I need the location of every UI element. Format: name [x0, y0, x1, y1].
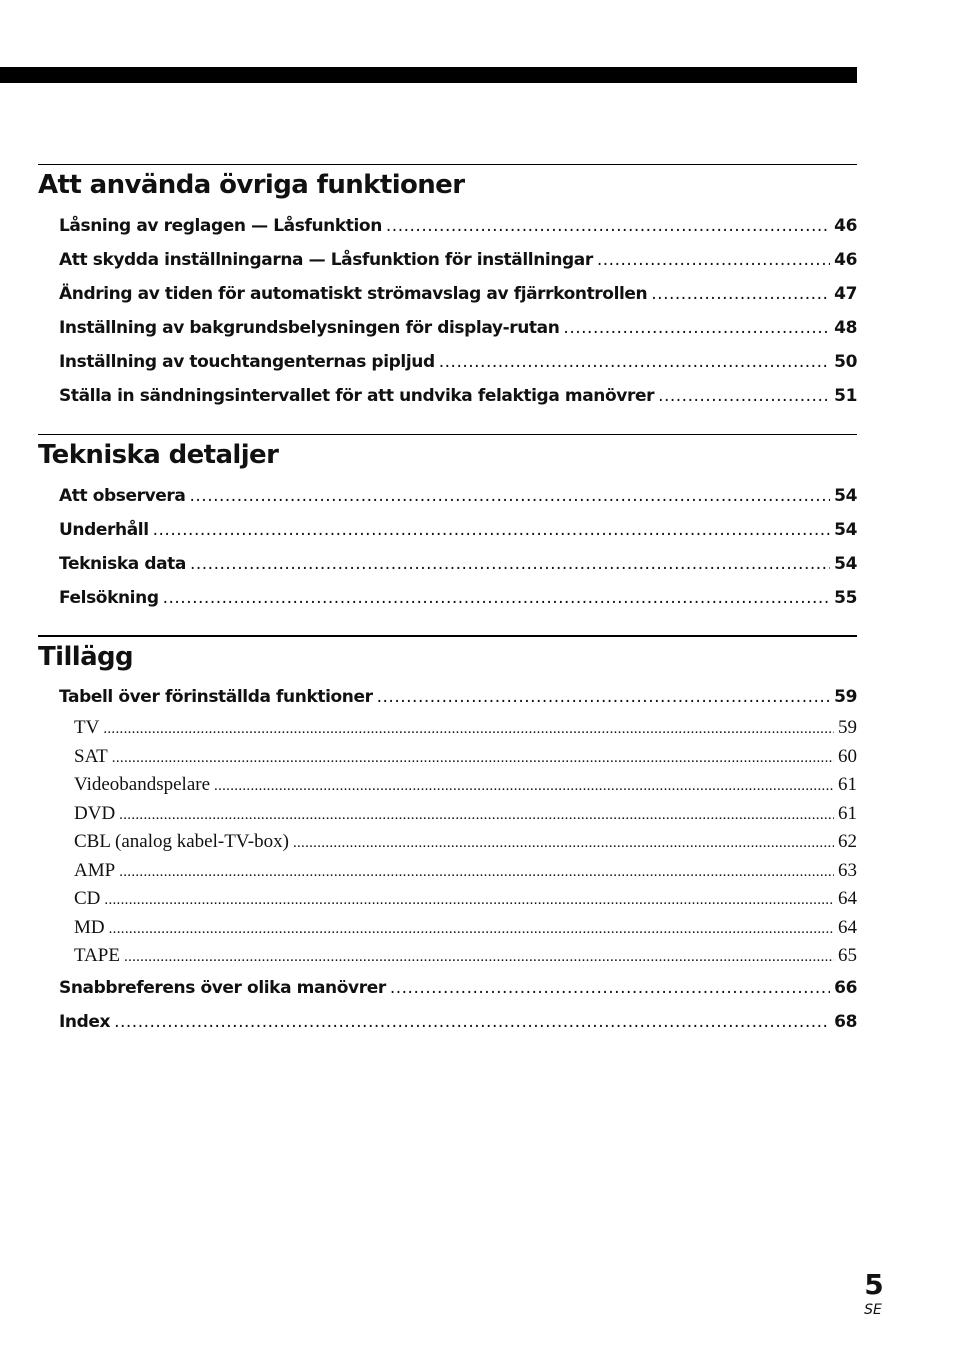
dot-leader — [563, 311, 830, 345]
entry-page: 61 — [838, 802, 857, 824]
entry-label: AMP — [74, 859, 116, 881]
entry-label: Tekniska data — [59, 554, 186, 574]
entry-page: 47 — [834, 284, 857, 304]
entry-label: Att observera — [59, 486, 186, 506]
toc-subentry[interactable] — [74, 857, 857, 886]
entry-label: Snabbreferens över olika manövrer — [59, 977, 386, 998]
dot-leader — [597, 243, 830, 277]
entry-page: 61 — [838, 774, 857, 795]
section-title: Tillägg — [38, 642, 134, 672]
toc-entry[interactable] — [59, 680, 857, 714]
dot-leader — [439, 345, 830, 379]
entry-page: 64 — [838, 888, 857, 909]
toc-subentry[interactable] — [74, 800, 857, 829]
dot-leader — [163, 581, 831, 615]
toc-entry[interactable] — [59, 479, 857, 513]
entry-label: Index — [59, 1011, 111, 1032]
section-rule — [38, 635, 857, 637]
entry-label: TAPE — [74, 945, 120, 966]
entry-page: 62 — [838, 831, 857, 852]
language-code: SE — [864, 1302, 882, 1318]
toc-subentry[interactable] — [74, 914, 857, 943]
section-rule — [38, 164, 857, 165]
entry-label: Videobandspelare — [74, 774, 211, 795]
dot-leader — [189, 479, 830, 513]
section-title: Tekniska detaljer — [38, 440, 279, 470]
toc-entry[interactable] — [59, 243, 857, 277]
dot-leader — [651, 277, 830, 311]
toc-entry[interactable] — [59, 311, 857, 345]
entry-label: MD — [74, 916, 105, 938]
top-bar — [0, 67, 857, 83]
toc-subentry[interactable] — [74, 885, 857, 914]
dot-leader — [386, 209, 830, 243]
entry-label: Ändring av tiden för automatiskt strömavslag av fjärrkontrollen — [59, 284, 648, 304]
entry-label: Tabell över förinställda funktioner — [59, 687, 373, 707]
entry-page: 46 — [834, 216, 857, 236]
entry-label: Inställning av bakgrundsbelysningen för display-rutan — [59, 318, 560, 338]
entry-page: 64 — [838, 916, 857, 938]
entry-label: Felsökning — [59, 588, 159, 608]
entry-label: CD — [74, 888, 101, 909]
entry-page: 46 — [834, 250, 857, 270]
dot-leader — [103, 715, 834, 744]
dot-leader — [153, 513, 831, 547]
entry-page: 65 — [838, 945, 857, 966]
dot-leader — [124, 943, 834, 972]
toc-section-appendix — [38, 635, 857, 1039]
entry-label: Underhåll — [59, 520, 149, 540]
entry-label: DVD — [74, 802, 116, 824]
entry-page: 59 — [838, 717, 857, 738]
entry-label: SAT — [74, 745, 108, 767]
entry-page: 51 — [834, 386, 857, 406]
entry-page: 54 — [834, 554, 857, 574]
dot-leader — [658, 379, 830, 413]
dot-leader — [377, 680, 831, 714]
dot-leader — [293, 829, 834, 858]
toc-entry[interactable] — [59, 379, 857, 413]
dot-leader — [119, 858, 834, 887]
toc-entry[interactable] — [59, 513, 857, 547]
entry-page: 63 — [838, 859, 857, 881]
toc-section-technical-details — [38, 434, 857, 615]
entry-label: TV — [74, 717, 100, 738]
toc-entry[interactable] — [59, 209, 857, 243]
toc-entry[interactable] — [59, 971, 857, 1005]
entry-page: 55 — [834, 588, 857, 608]
toc-subentry[interactable] — [74, 942, 857, 971]
dot-leader — [390, 971, 830, 1005]
entry-page: 48 — [834, 318, 857, 338]
toc-entry[interactable] — [59, 547, 857, 581]
dot-leader — [190, 547, 830, 581]
dot-leader — [112, 744, 834, 773]
entry-label: Ställa in sändningsintervallet för att undvika felaktiga manövrer — [59, 386, 655, 406]
entry-label: Låsning av reglagen — Låsfunktion — [59, 216, 382, 236]
toc-subentry[interactable] — [74, 714, 857, 743]
entry-label: CBL (analog kabel-TV-box) — [74, 831, 289, 852]
entry-page: 54 — [834, 486, 857, 506]
entry-page: 66 — [834, 977, 857, 998]
entry-page: 54 — [834, 520, 857, 540]
entry-label: Att skydda inställningarna — Låsfunktion för inställningar — [59, 250, 593, 270]
entry-label: Inställning av touchtangenternas pipljud — [59, 352, 435, 372]
page-number: 5 — [864, 1268, 884, 1301]
entry-page: 68 — [834, 1011, 857, 1032]
toc-subentry[interactable] — [74, 771, 857, 800]
toc-section-other-functions — [38, 164, 857, 413]
section-title: Att använda övriga funktioner — [38, 170, 465, 200]
dot-leader — [109, 915, 834, 944]
toc-subentry[interactable] — [74, 743, 857, 772]
dot-leader — [119, 801, 834, 830]
toc-entry[interactable] — [59, 581, 857, 615]
entry-page: 59 — [834, 687, 857, 707]
entry-page: 60 — [838, 745, 857, 767]
toc-entry[interactable] — [59, 277, 857, 311]
toc-entry[interactable] — [59, 345, 857, 379]
section-rule — [38, 434, 857, 435]
entry-page: 50 — [834, 352, 857, 372]
dot-leader — [214, 772, 834, 801]
toc-entry[interactable] — [59, 1005, 857, 1039]
dot-leader — [114, 1005, 830, 1039]
dot-leader — [104, 886, 834, 915]
toc-subentry[interactable] — [74, 828, 857, 857]
